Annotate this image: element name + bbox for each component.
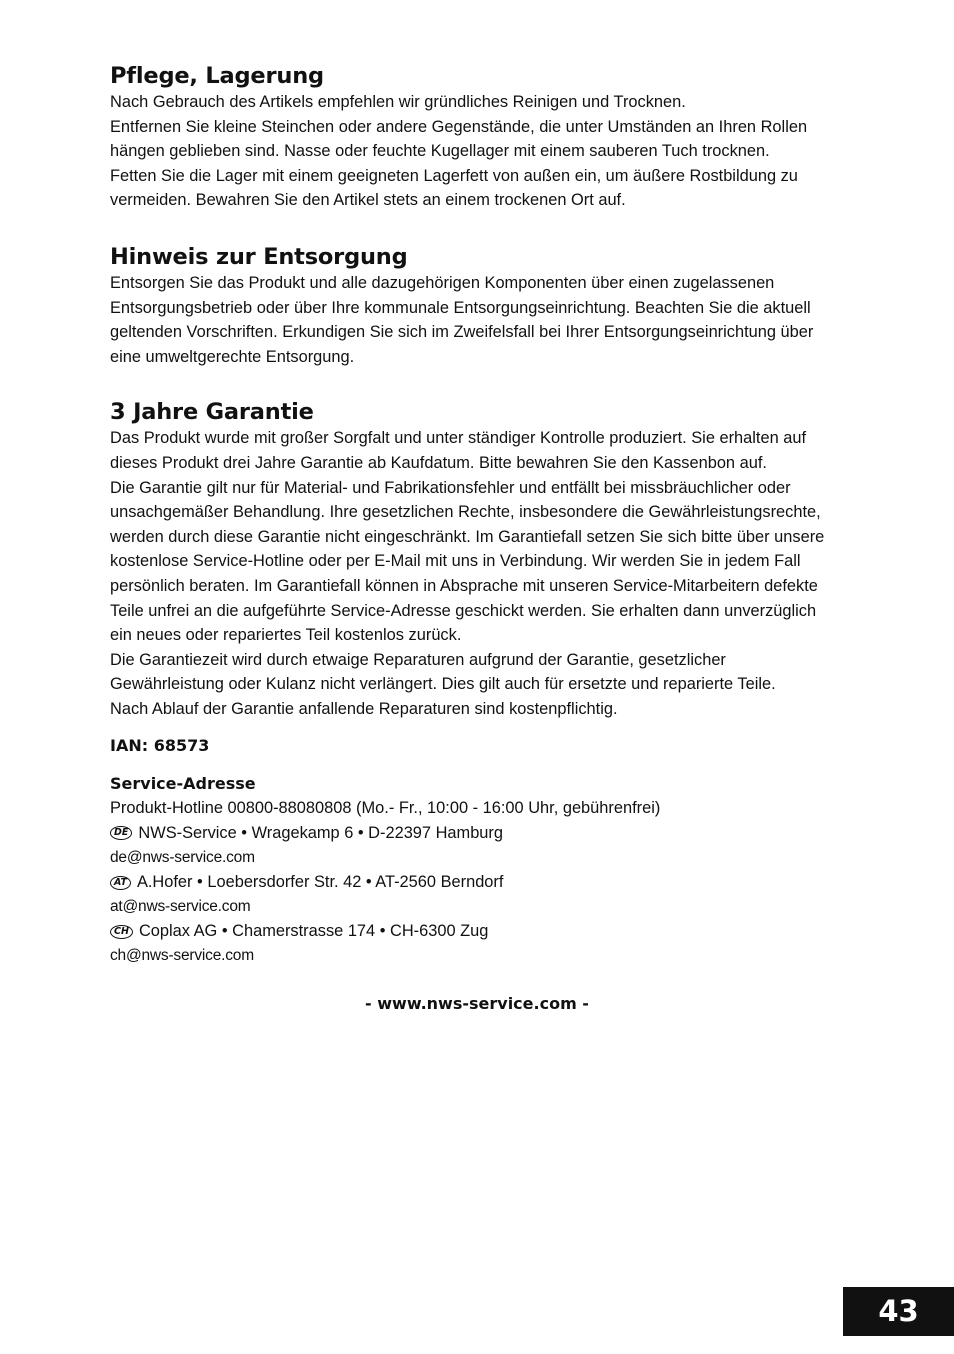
service-de-email[interactable]: de@nws-service.com (110, 848, 255, 866)
service-ch-address (110, 919, 900, 944)
text-line: Fetten Sie die Lager mit einem geeigneten Lagerfett von außen ein, um äußere Rostbildung zu (110, 166, 798, 185)
section-body (110, 90, 900, 213)
section-heading: Pflege, Lagerung (110, 63, 324, 89)
country-at-icon: AT (110, 876, 131, 890)
service-address (110, 772, 900, 968)
country-ch-icon: CH (110, 925, 133, 939)
page-number: 43 (843, 1287, 954, 1336)
text-line: Entfernen Sie kleine Steinchen oder andere Gegenstände, die unter Umständen an Ihren Rollen (110, 117, 808, 136)
text-line: unsachgemäßer Behandlung. Ihre gesetzlichen Rechte, insbesondere die Gewährleistungsrechte, (110, 503, 821, 522)
document-page (110, 62, 900, 969)
text-line: Die Garantiezeit wird durch etwaige Reparaturen aufgrund der Garantie, gesetzlicher (110, 650, 726, 669)
text-line: ein neues oder repariertes Teil kostenlos zurück. (110, 626, 462, 645)
text-line: Entsorgen Sie das Produkt und alle dazugehörigen Komponenten über einen zugelassenen (110, 273, 775, 292)
text-line: vermeiden. Bewahren Sie den Artikel stets an einem trockenen Ort auf. (110, 191, 626, 210)
country-de-icon: DE (110, 826, 132, 840)
service-hotline: Produkt-Hotline 00800-88080808 (Mo.- Fr., 10:00 - 16:00 Uhr, gebührenfrei) (110, 799, 661, 818)
text-line: dieses Produkt drei Jahre Garantie ab Kaufdatum. Bitte bewahren Sie den Kassenbon auf. (110, 453, 767, 472)
service-at-email[interactable]: at@nws-service.com (110, 897, 251, 915)
service-de-address (110, 821, 900, 846)
text-line: geltenden Vorschriften. Erkundigen Sie sich im Zweifelsfall bei Ihrer Entsorgungseinrichtung über (110, 323, 814, 342)
section-body (110, 426, 900, 721)
address-text: Coplax AG • Chamerstrasse 174 • CH-6300 Zug (138, 922, 489, 941)
website-link[interactable]: - www.nws-service.com - (365, 994, 589, 1013)
section-pflege-lagerung (110, 62, 900, 213)
text-line: Nach Gebrauch des Artikels empfehlen wir gründliches Reinigen und Trocknen. (110, 93, 686, 111)
section-garantie (110, 398, 900, 721)
service-title: Service-Adresse (110, 774, 256, 794)
text-line: Das Produkt wurde mit großer Sorgfalt und unter ständiger Kontrolle produziert. Sie erhalten auf (110, 429, 807, 448)
service-ch-email[interactable]: ch@nws-service.com (110, 947, 254, 965)
section-heading: 3 Jahre Garantie (110, 399, 314, 426)
text-line: persönlich beraten. Im Garantiefall können in Absprache mit unseren Service-Mitarbeitern defekte (110, 576, 818, 595)
text-line: Die Garantie gilt nur für Material- und Fabrikationsfehler und entfällt bei missbräuchlicher oder (110, 478, 791, 497)
section-heading: Hinweis zur Entsorgung (110, 243, 408, 270)
text-line: Nach Ablauf der Garantie anfallende Reparaturen sind kostenpflichtig. (110, 699, 618, 718)
ian-number: IAN: 68573 (110, 736, 210, 756)
text-line: Teile unfrei an die aufgeführte Service-Adresse geschickt werden. Sie erhalten dann unverzüglich (110, 601, 817, 620)
text-line: eine umweltgerechte Entsorgung. (110, 347, 355, 366)
text-line: werden durch diese Garantie nicht eingeschränkt. Im Garantiefall setzen Sie sich bitte über unsere (110, 527, 825, 546)
address-text: A.Hofer • Loebersdorfer Str. 42 • AT-2560 Berndorf (136, 873, 504, 892)
address-text: NWS-Service • Wragekamp 6 • D-22397 Hamburg (138, 824, 504, 843)
section-entsorgung (110, 243, 900, 369)
text-line: Entsorgungsbetrieb oder über Ihre kommunale Entsorgungseinrichtung. Beachten Sie die aktuell (110, 298, 811, 317)
section-body (110, 271, 900, 369)
service-at-address (110, 870, 900, 895)
text-line: hängen geblieben sind. Nasse oder feuchte Kugellager mit einem sauberen Tuch trocknen. (110, 142, 770, 161)
text-line: kostenlose Service-Hotline oder per E-Mail mit uns in Verbindung. Wir werden Sie in jedem Fall (110, 552, 801, 571)
text-line: Gewährleistung oder Kulanz nicht verlängert. Dies gilt auch für ersetzte und reparierte Teile. (110, 675, 776, 694)
